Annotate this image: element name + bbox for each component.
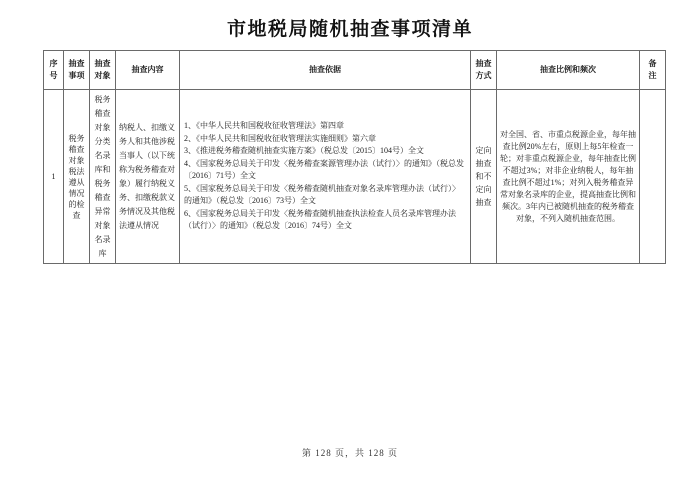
inspection-items-table: [43, 50, 666, 264]
cell-seq-number: 1: [44, 90, 64, 264]
table-row: [44, 90, 666, 264]
col-header-method: 抽查方式: [471, 51, 497, 90]
col-header-basis: 抽查依据: [180, 51, 471, 90]
cell-inspection-content: 纳税人、扣缴义务人和其他涉税当事人（以下统称为税务稽查对象）履行纳税义务、扣缴税款义务情况及其他税法遵从情况: [116, 90, 180, 264]
cell-inspection-method: 定向抽查和不定向抽查: [471, 90, 497, 264]
basis-list-item: 4、《国家税务总局关于印发〈税务稽查案源管理办法（试行）〉的通知》（税总发〔2016〕71号）全文: [184, 158, 464, 181]
col-header-ratio-frequency: 抽查比例和频次: [497, 51, 640, 90]
table-header-row: [44, 51, 666, 90]
basis-list-item: 1、《中华人民共和国税收征收管理法》第四章: [184, 121, 344, 131]
cell-inspection-basis: [180, 90, 471, 264]
document-title: 市地税局随机抽查事项清单: [226, 19, 473, 40]
cell-remark: [640, 90, 666, 264]
basis-list-item: 3、《推进税务稽查随机抽查实施方案》（税总发〔2015〕104号）全文: [184, 146, 424, 156]
cell-ratio-frequency: 对全国、省、市重点税源企业，每年抽查比例20%左右，原则上每5年检查一轮；对非重点税源企业，每年抽查比例不超过3%；对非企业纳税人，每年抽查比例不超过1%；对列入税务稽查异常对象名录库的企业，提高抽查比例和频次。3年内已被随机抽查的税务稽查对象，不列入随机抽查范围。: [497, 90, 640, 264]
page-number: 第 128 页，共 128 页: [301, 448, 398, 458]
col-header-seq: 序号: [44, 51, 64, 90]
basis-list-item: 2、《中华人民共和国税收征收管理法实施细则》第六章: [184, 133, 376, 143]
basis-list-item: 5、《国家税务总局关于印发〈税务稽查随机抽查对象名录库管理办法（试行）〉的通知》（税总发〔2016〕73号）全文: [184, 183, 460, 206]
col-header-item: 抽查事项: [64, 51, 90, 90]
col-header-content: 抽查内容: [116, 51, 180, 90]
col-header-target: 抽查对象: [90, 51, 116, 90]
cell-inspection-item: 税务稽查对象税法遵从情况的检查: [64, 90, 90, 264]
basis-list-item: 6、《国家税务总局关于印发〈税务稽查随机抽查执法检查人员名录库管理办法（试行）〉的通知》（税总发〔2016〕74号）全文: [184, 208, 456, 231]
col-header-remark: 备注: [640, 51, 666, 90]
cell-inspection-target: 税务稽查对象分类名录库和税务稽查异常对象名录库: [90, 90, 116, 264]
